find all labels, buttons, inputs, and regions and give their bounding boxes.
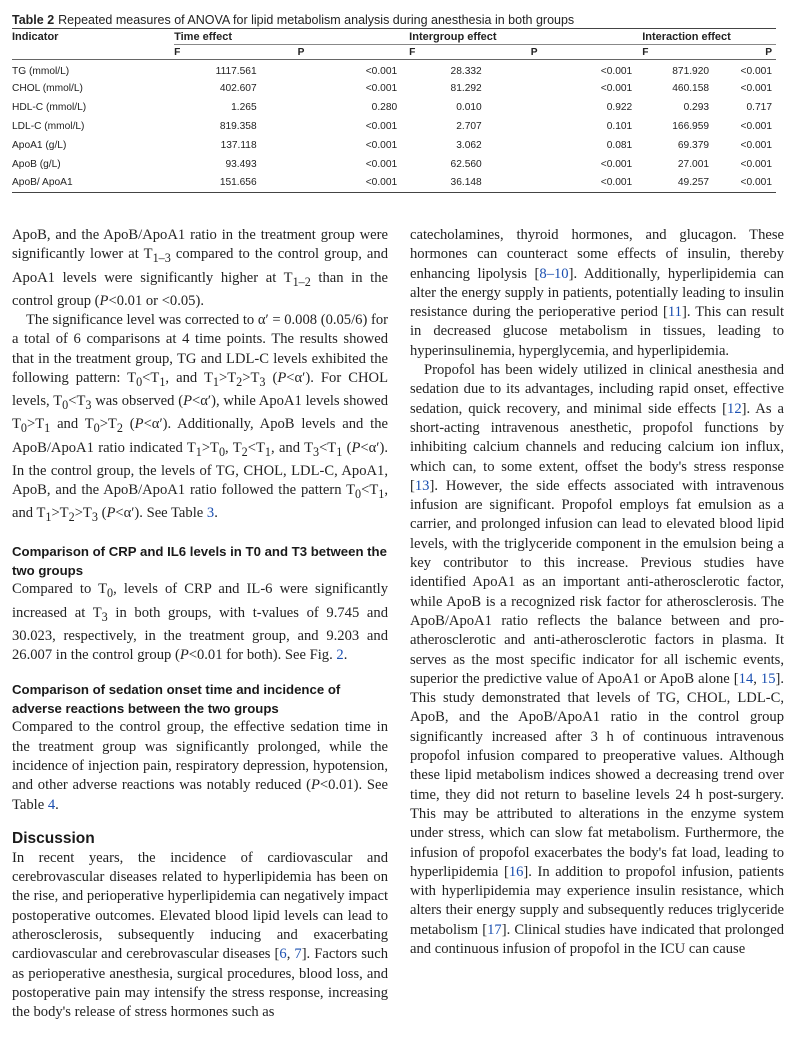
paragraph: Compared to the control group, the effective sedation time in the treatment group was significantly prolonged, while the incidence of injection pain, respiratory depression, hypotension, and other adverse reactions was notably reduced (P<0.01). See Table 4. [12, 719, 388, 813]
header-intergroup-effect: Intergroup effect [409, 29, 642, 45]
table-caption-label: Table 2 [12, 13, 55, 27]
section-heading: Comparison of sedation onset time and incidence of adverse reactions between the two groups [12, 682, 341, 717]
cell-indicator: ApoB (g/L) [12, 158, 61, 170]
table-row [12, 155, 776, 174]
cell-intergroup-f: 0.010 [456, 101, 482, 113]
cell-interaction-p: <0.001 [740, 139, 772, 151]
header-f: F [174, 45, 292, 60]
header-p: P [292, 45, 410, 60]
cell-intergroup-p: <0.001 [600, 158, 633, 170]
paragraph: catecholamines, thyroid hormones, and glucagon. These hormones can counteract some effects of insulin, thereby enhancing lipolysis [8–10]. Additionally, hyperlipidemia can alter the energy supply in patients, potentially leading to insulin resistance during the perioperative period [11]. This can result in decreased glucose metabolism in tissues, leading to hyperinsulinemia, hyperglycemia, and hyperlipidemia. [410, 227, 784, 359]
header-f: F [409, 45, 527, 60]
cell-intergroup-f: 28.332 [450, 66, 482, 78]
paragraph: Compared to $T_0$, levels of CRP and IL-6 were significantly increased at $T_3$ in both groups, with t-values of 9.745 and 30.023, respectively, in the treatment group, and 9.203 and 26.007 in the control group (P<0.01 for both). See Fig. 2. [12, 581, 388, 664]
cell-intergroup-p: <0.001 [600, 66, 633, 78]
cell-intergroup-p: 0.922 [606, 101, 633, 113]
cell-intergroup-f: 62.560 [450, 158, 482, 170]
cell-intergroup-p: <0.001 [527, 174, 643, 193]
left-column [12, 226, 388, 1023]
cell-intergroup-f: 36.148 [409, 174, 527, 193]
table-caption-text: Repeated measures of ANOVA for lipid metabolism analysis during anesthesia in both groups [58, 13, 575, 27]
cell-interaction-f: 49.257 [642, 174, 709, 193]
cell-intergroup-p: <0.001 [600, 82, 633, 94]
header-p: P [527, 45, 643, 60]
cell-time-p: 0.280 [371, 101, 398, 113]
section-heading: Comparison of CRP and IL6 levels in T0 and T3 between the two groups [12, 544, 387, 579]
cell-interaction-p: <0.001 [740, 158, 772, 170]
table-row [12, 79, 776, 98]
header-indicator: Indicator [12, 29, 174, 45]
cell-indicator: LDL-C (mmol/L) [12, 120, 85, 132]
cell-intergroup-p: 0.101 [606, 120, 633, 132]
paragraph: The significance level was corrected to α′ = 0.008 (0.05/6) for a total of 6 comparisons at 4 time points. The results showed that in the treatment group, TG and LDL-C levels exhibited the following pattern: $T_0<T_1$, and $T_1>T_2>T_3$ (P<α′). For CHOL levels, $T_0<T_3$ was observed (P<α′), while ApoA1 levels showed $T_0>T_1$ and $T_0>T_2$ (P<α′). Additionally, ApoB levels and the ApoB/ApoA1 ratio indicated $T_1>T_0$, $T_2<T_1$, and $T_3<T_1$ (P<α′). In the control group, the levels of TG, CHOL, LDL-C, ApoA1, ApoB, and the ApoB/ApoA1 ratio followed the pattern $T_0<T_1$, and $T_1>T_2>T_3$ (P<α′). See Table 3. [12, 312, 388, 525]
cell-interaction-p: <0.001 [740, 120, 772, 132]
cell-time-p: <0.001 [365, 158, 398, 170]
cell-interaction-p: <0.001 [740, 66, 772, 78]
cell-time-f: 137.118 [220, 139, 257, 151]
cell-indicator: ApoA1 (g/L) [12, 139, 67, 151]
cell-time-p: <0.001 [365, 139, 398, 151]
cell-intergroup-f: 2.707 [456, 120, 482, 132]
cell-interaction-f: 166.959 [672, 120, 710, 132]
cell-interaction-f: 871.920 [672, 66, 710, 78]
header-p: P [709, 45, 776, 60]
cell-intergroup-p: 0.081 [606, 139, 633, 151]
table-row [12, 60, 776, 79]
anova-table [12, 28, 776, 193]
cell-interaction-p: <0.001 [740, 82, 772, 94]
cell-interaction-p: 0.717 [746, 101, 772, 113]
cell-indicator: CHOL (mmol/L) [12, 82, 83, 94]
cell-indicator: TG (mmol/L) [12, 66, 70, 78]
cell-interaction-f: 0.293 [683, 101, 710, 113]
cell-indicator: ApoB/ ApoA1 [12, 174, 174, 193]
paragraph: In recent years, the incidence of cardiovascular and cerebrovascular diseases related to hyperlipidemia has been on the rise, and perioperative hyperlipidemia can negatively impact postoperative outcomes. Elevated blood lipid levels can lead to atherosclerosis, subsequently inducing and exacerbating cardiovascular and cerebrovascular diseases [6, 7]. Factors such as perioperative anesthesia, surgical procedures, blood loss, and postoperative pain may intensify the stress response, increasing the body's release of stress hormones such as [12, 849, 388, 1021]
cell-indicator: HDL-C (mmol/L) [12, 101, 87, 113]
cell-interaction-f: 460.158 [672, 82, 710, 94]
cell-intergroup-f: 81.292 [450, 82, 482, 94]
table-row [12, 117, 776, 136]
right-column [410, 226, 784, 959]
cell-time-f: 1117.561 [215, 66, 257, 78]
table-row [12, 98, 776, 117]
cell-time-f: 1.265 [231, 101, 257, 113]
paragraph: ApoB, and the ApoB/ApoA1 ratio in the treatment group were significantly lower at $T_{1-3}$ compared to the control group, and ApoA1 levels were significantly higher at $T_{1-2}$ than in the control group (P<0.01 or <0.05). [12, 227, 388, 309]
table-2 [12, 12, 776, 193]
paragraph: Propofol has been widely utilized in clinical anesthesia and sedation due to its advantages, including rapid onset, effective sedation, quick recovery, and minimal side effects [12]. As a short-acting intravenous anesthetic, propofol functions by inhibiting calcium channels and reducing calcium ion influx, which can, to some extent, offset the body's stress response [13]. However, the side effects associated with intravenous infusion are significant. Propofol employs fat emulsion as a carrier, and prolonged infusion can lead to elevated blood lipid levels, with the triglyceride component in the emulsion being a key contributor to this increase. Previous studies have identified ApoA1 as an important anti-atherosclerotic factor, while ApoB is a recognized risk factor for atherosclerosis. The ApoB/ApoA1 ratio reflects the balance between and pro-atherosclerotic and anti-atherosclerotic factors in plasma. It serves as the most specific indicator for all ischemic events, superior the predictive value of ApoA1 or ApoB alone [14, 15]. This study demonstrated that levels of TG, CHOL, LDL-C, ApoB, and the ApoB/ApoA1 ratio in the control group significantly increased after 3 h of continuous intravenous propofol infusion compared to preoperative values. Although these lipid metabolism indices showed a decreasing trend over time, they did not return to baseline levels 24 h post-surgery. This may be attributed to alterations in the enzyme system under stress, which can slow fat metabolism. Furthermore, the infusion of propofol exacerbates the body's fat load, leading to hyperlipidemia [16]. In addition to propofol infusion, patients with hyperlipidemia may experience insulin resistance, which alters their energy supply and subsequently reduces triglyceride metabolism [17]. Clinical studies have indicated that prolonged and continuous infusion of propofol in the ICU can cause [410, 362, 785, 957]
cell-time-p: <0.001 [365, 66, 398, 78]
cell-interaction-p: <0.001 [709, 174, 776, 193]
cell-interaction-f: 69.379 [677, 139, 710, 151]
table-caption [12, 12, 776, 28]
cell-time-p: <0.001 [292, 174, 410, 193]
cell-time-f: 151.656 [174, 174, 292, 193]
cell-interaction-f: 27.001 [677, 158, 710, 170]
discussion-heading: Discussion [12, 829, 95, 847]
cell-time-f: 93.493 [225, 158, 257, 170]
table-row [12, 136, 776, 155]
header-f: F [642, 45, 709, 60]
cell-time-f: 819.358 [219, 120, 257, 132]
cell-intergroup-f: 3.062 [456, 139, 482, 151]
cell-time-f: 402.607 [219, 82, 257, 94]
table-row [12, 174, 776, 193]
cell-time-p: <0.001 [365, 120, 398, 132]
header-time-effect: Time effect [174, 29, 409, 45]
header-interaction-effect: Interaction effect [642, 29, 776, 45]
cell-time-p: <0.001 [365, 82, 398, 94]
